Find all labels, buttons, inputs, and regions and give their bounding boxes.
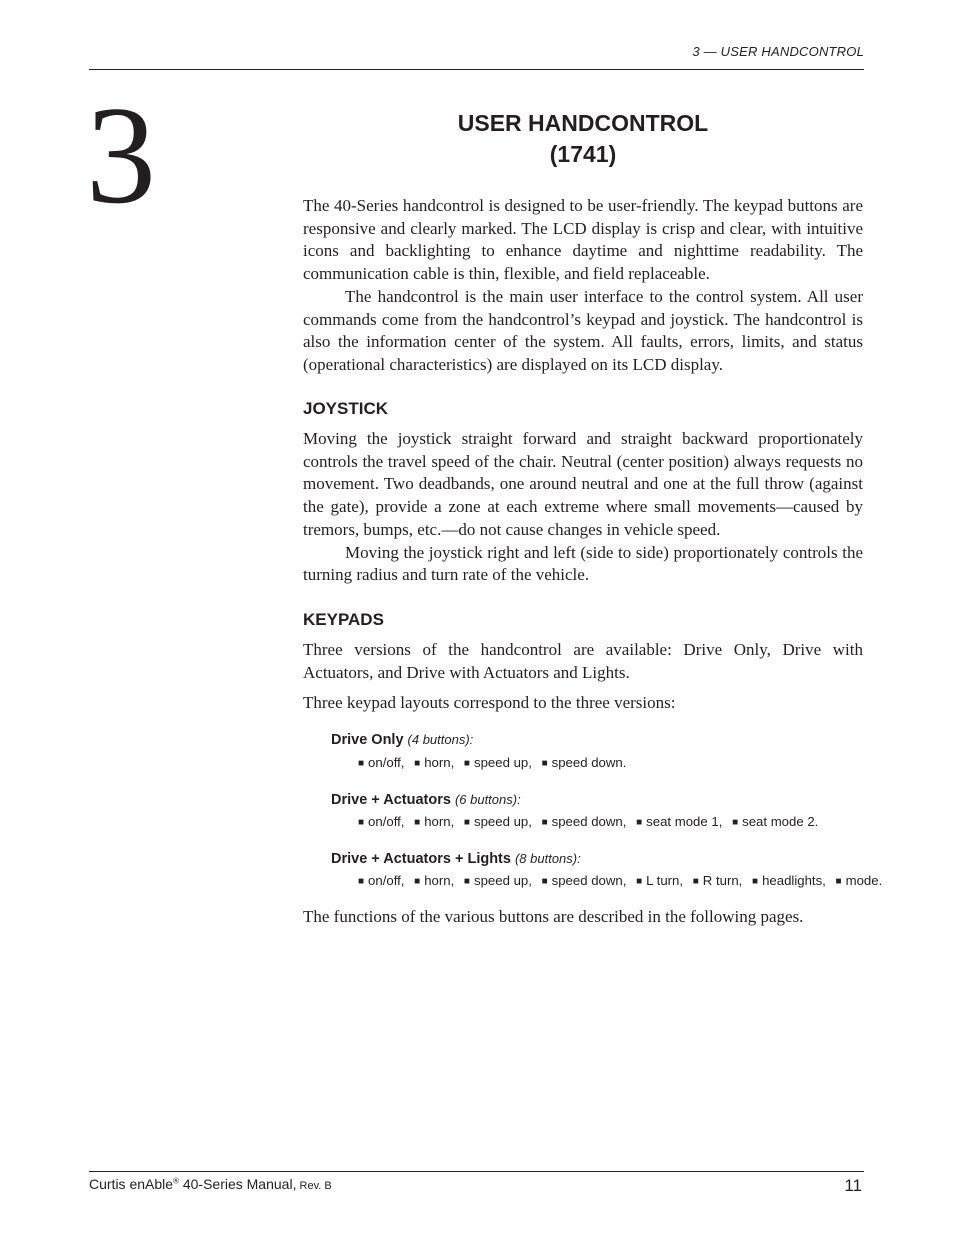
square-bullet-icon: ■ xyxy=(463,817,470,828)
keypads-paragraph-2: Three keypad layouts correspond to the three versions: xyxy=(303,693,676,712)
button-list-item: ■ speed down, xyxy=(541,814,627,829)
layout-buttons-drive-actuators-lights xyxy=(358,873,888,891)
square-bullet-icon: ■ xyxy=(541,876,548,887)
intro-paragraph-1: The 40-Series handcontrol is designed to be user-friendly. The keypad buttons are responsive and clearly marked. The LCD display is crisp and clear, with intuitive icons and backlighting to enhance daytime and nighttime readability. The communication cable is thin, flexible, and field replaceable. xyxy=(303,196,863,284)
layout-name: Drive + Actuators xyxy=(331,792,451,808)
button-list-item: ■ horn, xyxy=(414,755,455,770)
running-head: 3 — USER HANDCONTROL xyxy=(692,44,864,59)
layout-buttons-drive-actuators xyxy=(358,814,824,832)
button-list-item: ■ horn, xyxy=(414,814,455,829)
chapter-title-line2: (1741) xyxy=(549,141,617,167)
square-bullet-icon: ■ xyxy=(636,817,643,828)
button-list-item: ■ L turn, xyxy=(636,873,684,888)
joystick-heading: JOYSTICK xyxy=(303,399,389,418)
footer-rule xyxy=(89,1171,864,1172)
square-bullet-icon: ■ xyxy=(692,876,699,887)
keypads-paragraph-1: Three versions of the handcontrol are available: Drive Only, Drive with Actuators, and Drive with Actuators and Lights. xyxy=(303,640,863,682)
square-bullet-icon: ■ xyxy=(752,876,759,887)
square-bullet-icon: ■ xyxy=(414,817,421,828)
layout-button-count: (8 buttons): xyxy=(514,851,581,866)
square-bullet-icon: ■ xyxy=(358,876,365,887)
button-list-item: ■ mode. xyxy=(835,873,883,888)
square-bullet-icon: ■ xyxy=(636,876,643,887)
button-list-item: ■ seat mode 1, xyxy=(636,814,723,829)
button-list-item: ■ R turn, xyxy=(692,873,743,888)
page-number: 11 xyxy=(844,1176,862,1195)
button-list-item: ■ headlights, xyxy=(752,873,826,888)
square-bullet-icon: ■ xyxy=(541,817,548,828)
joystick-paragraph-2: Moving the joystick right and left (side to side) proportionately controls the turning radius and turn rate of the vehicle. xyxy=(303,542,863,585)
square-bullet-icon: ■ xyxy=(835,876,842,887)
registered-mark: ® xyxy=(173,1176,179,1186)
chapter-title xyxy=(303,108,863,170)
layout-button-count: (4 buttons): xyxy=(407,732,474,747)
layout-name: Drive + Actuators + Lights xyxy=(331,851,511,867)
button-list-item: ■ speed up, xyxy=(463,814,532,829)
button-list-item: ■ speed up, xyxy=(463,873,532,888)
button-list-item: ■ horn, xyxy=(414,873,455,888)
intro-section xyxy=(303,195,863,377)
button-list-item: ■ seat mode 2. xyxy=(732,814,819,829)
button-list-item: ■ on/off, xyxy=(358,755,405,770)
intro-paragraph-2: The handcontrol is the main user interface to the control system. All user commands come from the handcontrol’s keypad and joystick. The handcontrol is also the information center of the system. All faults, errors, limits, and status (operational characteristics) are displayed on its LCD display. xyxy=(303,286,863,374)
chapter-title-line1: USER HANDCONTROL xyxy=(457,110,709,136)
header-rule xyxy=(89,69,864,70)
button-list-item: ■ on/off, xyxy=(358,814,405,829)
square-bullet-icon: ■ xyxy=(414,758,421,769)
footer-revision: Rev. B xyxy=(296,1180,332,1192)
layout-drive-actuators xyxy=(331,791,521,809)
keypads-heading: KEYPADS xyxy=(303,610,384,629)
button-list-item: ■ speed down, xyxy=(541,873,627,888)
button-list-item: ■ speed up, xyxy=(463,755,532,770)
button-list-item: ■ on/off, xyxy=(358,873,405,888)
square-bullet-icon: ■ xyxy=(414,876,421,887)
layout-name: Drive Only xyxy=(331,732,404,748)
joystick-paragraph-1: Moving the joystick straight forward and straight backward proportionately controls the travel speed of the chair. Neutral (center position) always requests no movement. Two deadbands, one around neutral and one at the full throw (against the gate), provide a zone at each extreme where small movements—caused by tremors, bumps, etc.—do not cause changes in vehicle speed. xyxy=(303,429,863,539)
square-bullet-icon: ■ xyxy=(358,758,365,769)
square-bullet-icon: ■ xyxy=(463,876,470,887)
keypads-closing-paragraph: The functions of the various buttons are described in the following pages. xyxy=(303,907,804,926)
layout-button-count: (6 buttons): xyxy=(454,792,521,807)
chapter-number: 3 xyxy=(86,78,156,233)
square-bullet-icon: ■ xyxy=(358,817,365,828)
footer-manual-title: Curtis enAble® 40-Series Manual, Rev. B xyxy=(89,1176,332,1192)
layout-buttons-drive-only xyxy=(358,755,632,773)
square-bullet-icon: ■ xyxy=(541,758,548,769)
square-bullet-icon: ■ xyxy=(732,817,739,828)
joystick-section xyxy=(303,428,863,587)
layout-drive-actuators-lights xyxy=(331,850,581,868)
layout-drive-only xyxy=(331,731,473,749)
button-list-item: ■ speed down. xyxy=(541,755,627,770)
square-bullet-icon: ■ xyxy=(463,758,470,769)
